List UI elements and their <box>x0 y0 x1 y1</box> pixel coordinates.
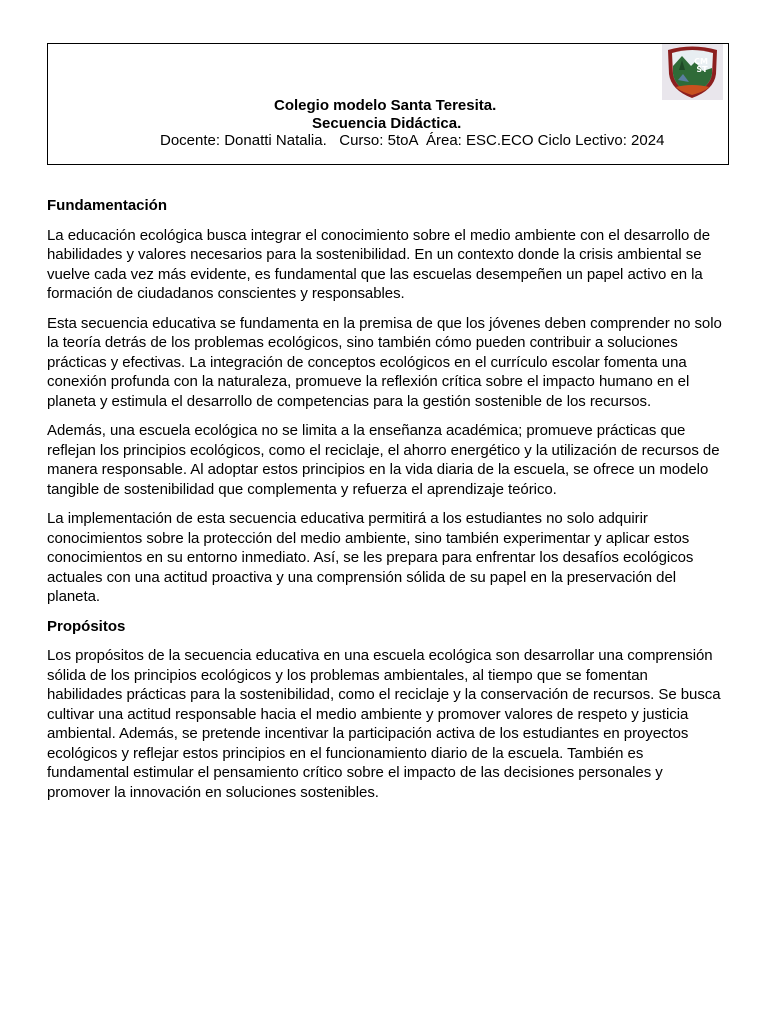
document-body <box>47 196 723 812</box>
paragraph: La educación ecológica busca integrar el conocimiento sobre el medio ambiente con el desarrollo de habilidades y valores necesarios para la sostenibilidad. En un contexto donde la crisis ambiental se vuelve cada vez más evidente, es fundamental que las escuelas desempeñen un papel activo en la formación de ciudadanos conscientes y responsables. <box>47 226 711 302</box>
paragraph: La implementación de esta secuencia educativa permitirá a los estudiantes no solo adquirir conocimientos sobre la protección del medio ambiente, sino también experimentar y aplicar estos conocimientos en su entorno inmediato. Así, se les prepara para enfrentar los desafíos ecológicos actuales con una actitud proactiva y una comprensión sólida de su papel en la preservación del planeta. <box>47 510 694 605</box>
paragraph: Además, una escuela ecológica no se limita a la enseñanza académica; promueve prácticas que reflejan los principios ecológicos, como el reciclaje, el ahorro energético y la utilización de recursos de manera responsable. Al adoptar estos principios en la vida diaria de la escuela, se ofrece un modelo tangible de sostenibilidad que complementa y refuerza el aprendizaje teórico. <box>47 422 720 498</box>
section-title: Propósitos <box>47 617 126 635</box>
school-logo <box>662 44 723 100</box>
svg-text:CM: CM <box>694 57 708 66</box>
svg-text:ST: ST <box>696 65 708 74</box>
section-propositos <box>47 617 723 803</box>
section-fundamentacion <box>47 196 723 607</box>
paragraph: Esta secuencia educativa se fundamenta en la premisa de que los jóvenes deben comprender no solo la teoría detrás de los problemas ecológicos, sino también cómo pueden contribuir a soluciones prácticas y efectivas. La integración de conceptos ecológicos en el currículo escolar fomenta una conexión profunda con la naturaleza, promueve la reflexión crítica sobre el impacto humano en el planeta y estimula el desarrollo de competencias para la gestión sostenible de los recursos. <box>47 314 722 410</box>
document-type: Secuencia Didáctica. <box>312 115 462 132</box>
shield-icon <box>662 44 723 100</box>
paragraph: Los propósitos de la secuencia educativa en una escuela ecológica son desarrollar una comprensión sólida de los principios ecológicos y los problemas ambientales, al tiempo que se fomentan habilidades prácticas para la sostenibilidad, como el reciclaje y la conservación de recursos. Se busca cultivar una actitud responsable hacia el medio ambiente y promover valores de respeto y justicia ambiental. Además, se pretende incentivar la participación activa de los estudiantes en proyectos ecológicos y reflejar estos principios en el funcionamiento diario de la escuela. También es fundamental estimular el pensamiento crítico sobre el impacto de las decisiones personales y promover la innovación en soluciones sostenibles. <box>47 647 721 801</box>
course-info: Docente: Donatti Natalia. Curso: 5toA Área: ESC.ECO Ciclo Lectivo: 2024 <box>160 132 665 149</box>
school-name: Colegio modelo Santa Teresita. <box>274 97 497 114</box>
section-title: Fundamentación <box>47 197 168 214</box>
